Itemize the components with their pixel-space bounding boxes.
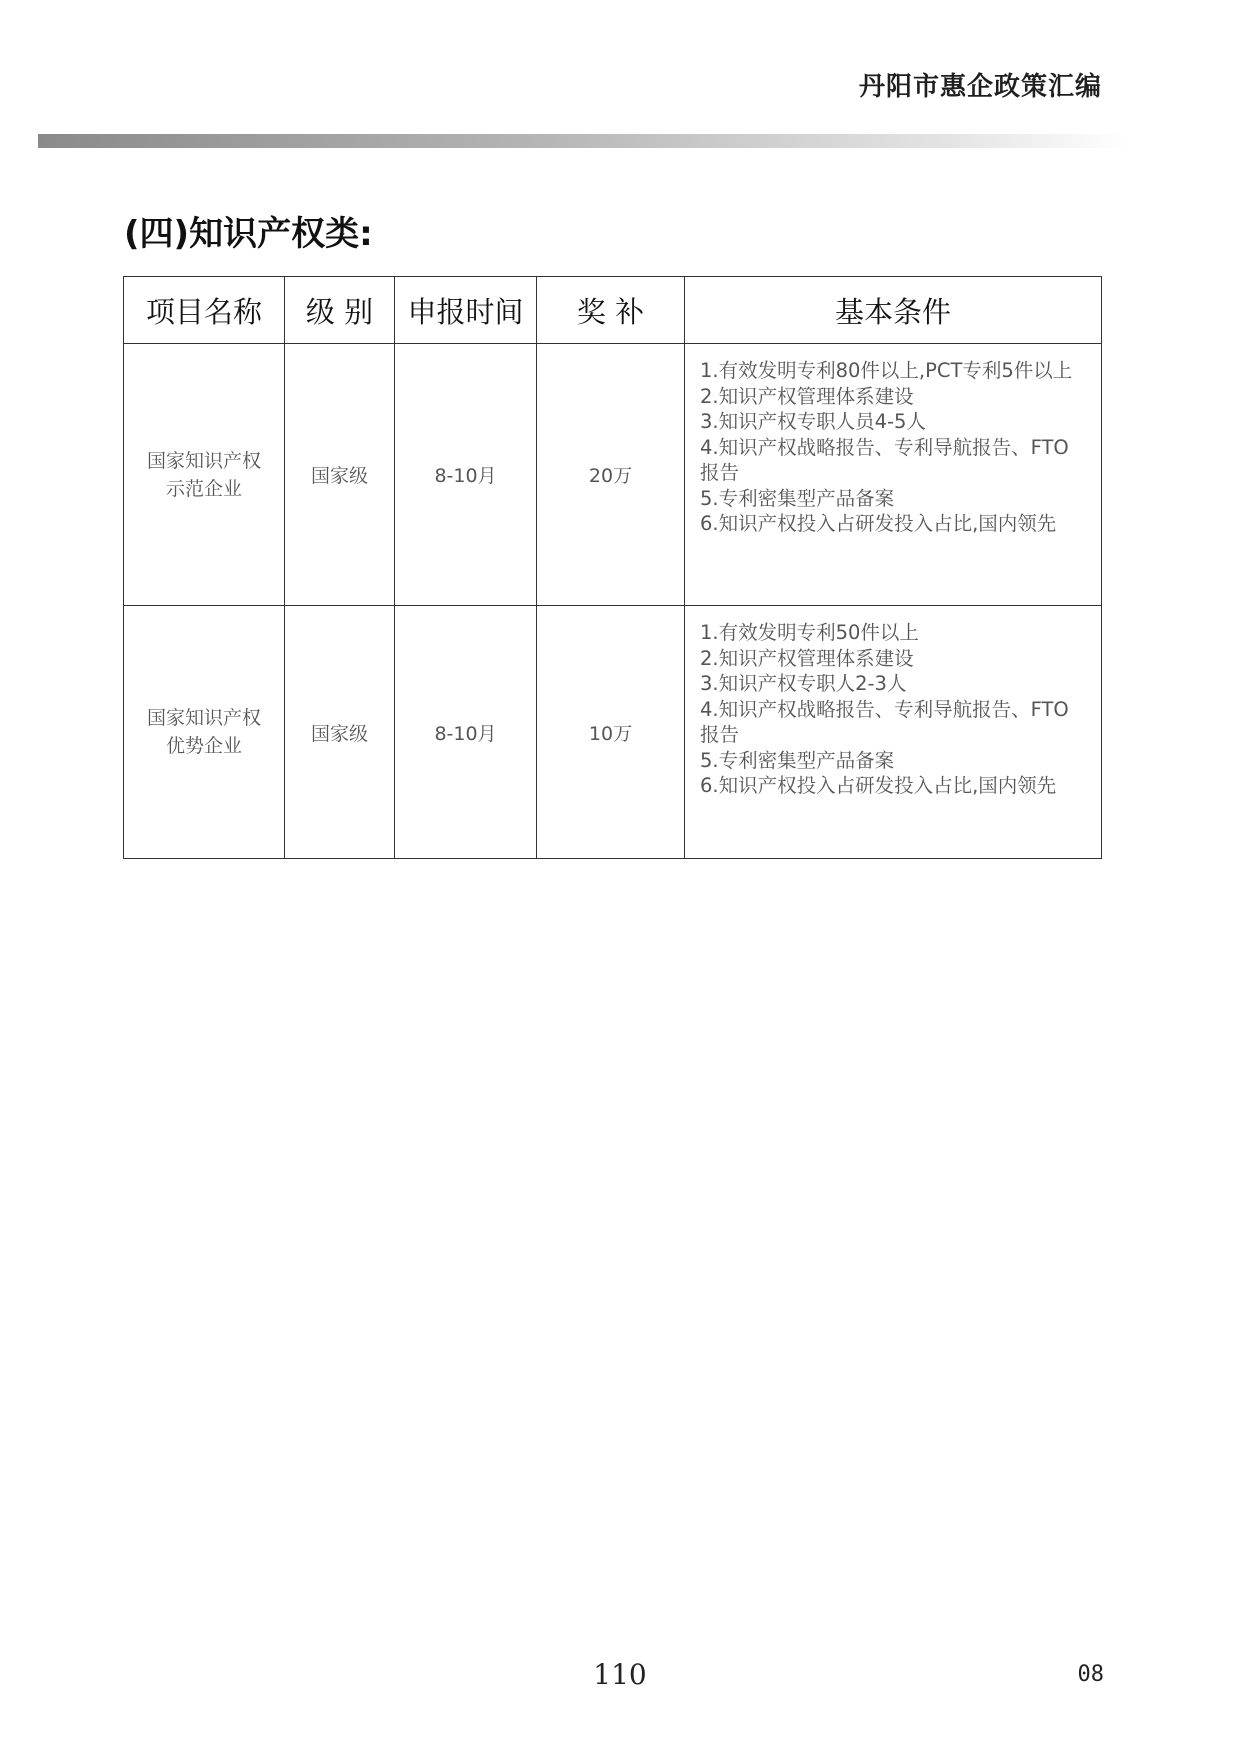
- page-code: 08: [1077, 1662, 1104, 1687]
- project-name-cell: 国家知识产权示范企业: [124, 344, 285, 606]
- section-title: (四)知识产权类:: [124, 214, 373, 254]
- project-name-cell: 国家知识产权优势企业: [124, 606, 285, 859]
- condition-item: 6.知识产权投入占研发投入占比,国内领先: [700, 512, 1057, 535]
- conditions-cell: [685, 606, 1102, 859]
- table-header-row: [124, 277, 1102, 344]
- condition-item: 2.知识产权管理体系建设: [700, 384, 914, 408]
- policy-table: [123, 276, 1102, 859]
- header-divider-bar: [38, 134, 1128, 148]
- column-header-name: 项目名称: [124, 277, 285, 344]
- condition-item: 4.知识产权战略报告、专利导航报告、FTO报告: [700, 435, 1069, 484]
- time-cell: 8-10月: [395, 344, 537, 606]
- level-cell: 国家级: [285, 606, 395, 859]
- table-row: [124, 606, 1102, 859]
- level-cell: 国家级: [285, 344, 395, 606]
- condition-item: 1.有效发明专利50件以上: [700, 621, 919, 644]
- time-cell: 8-10月: [395, 606, 537, 859]
- condition-item: 5.专利密集型产品备案: [700, 486, 895, 510]
- condition-item: 3.知识产权专职人员4-5人: [700, 410, 926, 433]
- column-header-time: 申报时间: [395, 277, 537, 344]
- column-header-reward: 奖 补: [537, 277, 685, 344]
- column-header-level: 级 别: [285, 277, 395, 344]
- condition-item: 2.知识产权管理体系建设: [700, 646, 914, 670]
- conditions-cell: [685, 344, 1102, 606]
- condition-item: 5.专利密集型产品备案: [700, 748, 895, 772]
- header-title: 丹阳市惠企政策汇编: [858, 72, 1102, 102]
- table-row: [124, 344, 1102, 606]
- condition-item: 3.知识产权专职人2-3人: [700, 672, 907, 695]
- condition-item: 1.有效发明专利80件以上,PCT专利5件以上: [700, 359, 1073, 382]
- column-header-conditions: 基本条件: [685, 277, 1102, 344]
- reward-cell: 20万: [537, 344, 685, 606]
- reward-cell: 10万: [537, 606, 685, 859]
- page-number: 110: [593, 1658, 647, 1691]
- condition-item: 4.知识产权战略报告、专利导航报告、FTO报告: [700, 697, 1069, 746]
- condition-item: 6.知识产权投入占研发投入占比,国内领先: [700, 774, 1057, 797]
